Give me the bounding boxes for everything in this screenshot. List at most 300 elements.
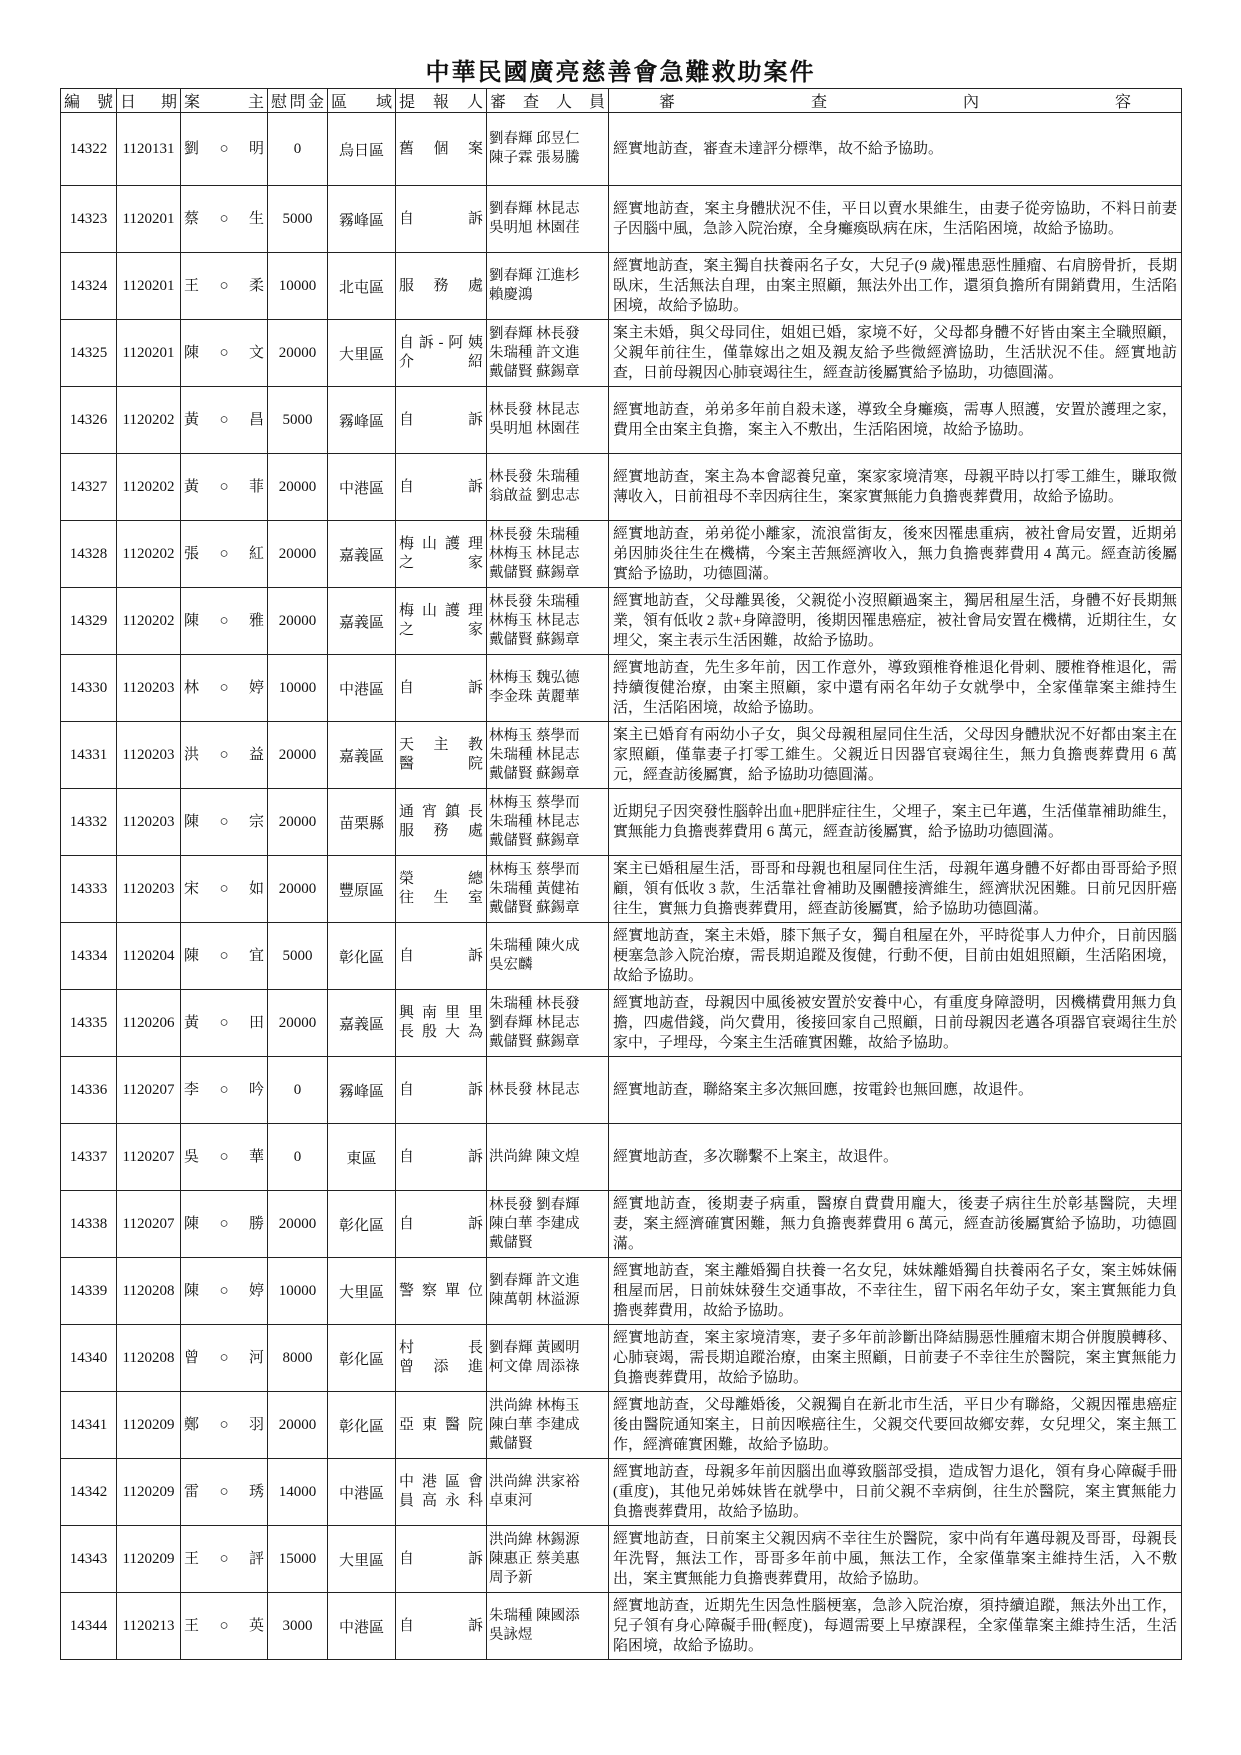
case-date: 1120202: [117, 454, 181, 521]
header-reporter: 提報人: [396, 89, 487, 113]
case-date: 1120203: [117, 789, 181, 856]
reporter-line: 中港區會: [399, 1474, 483, 1490]
case-reviewers: [487, 990, 609, 1057]
reviewer-line: 林長發 劉春輝: [489, 1196, 580, 1213]
reviewer-line: 林長發 林昆志: [489, 402, 580, 418]
case-reporter: [396, 1526, 487, 1593]
case-reporter: [396, 113, 487, 186]
reporter-line: 舊 個 案: [399, 140, 483, 157]
case-reviewers: [487, 1459, 609, 1526]
case-id: 14340: [61, 1325, 117, 1392]
case-content: 經實地訪查，父母離婚後，父親獨自在新北市生活，平日少有聯絡，父親因罹患癌症後由醫院通知案主，日前因喉癌往生，父親交代要回故鄉安葬，女兒埋父，案主無工作，經濟確實困難，故給予協助。: [609, 1392, 1182, 1459]
reviewer-line: 陳惠正 蔡美惠: [489, 1550, 580, 1567]
case-id: 14331: [61, 722, 117, 789]
reporter-line: 自 訴: [399, 411, 483, 428]
reporter-line: 自 訴: [399, 1617, 483, 1634]
reviewer-line: 林梅玉 林昆志: [489, 545, 580, 562]
case-content: 經實地訪查，多次聯繫不上案主，故退件。: [609, 1124, 1182, 1191]
reviewer-line: 戴儲賢 蘇錫章: [489, 363, 580, 380]
case-area: 中港區: [328, 454, 396, 521]
case-reviewers: [487, 521, 609, 588]
reviewer-line: 朱瑞種 林昆志: [489, 746, 580, 763]
case-reporter: [396, 1392, 487, 1459]
case-id: 14333: [61, 856, 117, 923]
case-area: 霧峰區: [328, 387, 396, 454]
reporter-line: 警察單位: [399, 1282, 483, 1299]
reviewer-line: 洪尚緯 林錫源: [489, 1531, 580, 1548]
reviewer-line: 洪尚緯 林梅玉: [489, 1397, 580, 1414]
case-id: 14323: [61, 186, 117, 253]
reviewer-line: 林梅玉 林昆志: [489, 612, 580, 629]
reporter-line: 介 紹: [399, 354, 483, 370]
case-amount: 20000: [268, 789, 328, 856]
reviewer-line: 戴儲賢: [489, 1234, 533, 1251]
case-reporter: [396, 521, 487, 588]
table-row: [61, 454, 1182, 521]
case-date: 1120202: [117, 521, 181, 588]
case-content: 經實地訪查，母親多年前因腦出血導致腦部受損，造成智力退化，領有身心障礙手冊(重度)，其他兄弟姊妹皆在就學中，日前父親不幸病倒，往生於醫院，案主實無能力負擔喪葬費用，故給予協助。: [609, 1459, 1182, 1526]
case-name: 劉 ○ 明: [181, 113, 268, 186]
reviewer-line: 朱瑞種 許文進: [489, 344, 580, 361]
case-amount: 5000: [268, 186, 328, 253]
case-date: 1120131: [117, 113, 181, 186]
case-area: 烏日區: [328, 113, 396, 186]
case-reporter: [396, 923, 487, 990]
case-id: 14322: [61, 113, 117, 186]
reviewer-line: 柯文偉 周添祿: [489, 1359, 580, 1375]
case-amount: 10000: [268, 1258, 328, 1325]
table-row: [61, 1526, 1182, 1593]
case-area: 北屯區: [328, 253, 396, 320]
case-name: 黃 ○ 田: [181, 990, 268, 1057]
case-content: 經實地訪查，弟弟多年前自殺未遂，導致全身癱瘓，需專人照護，安置於護理之家，費用全由案主負擔，案主入不敷出，生活陷困境，故給予協助。: [609, 387, 1182, 454]
case-area: 霧峰區: [328, 1057, 396, 1124]
table-row: [61, 113, 1182, 186]
reporter-line: 自 訴: [399, 1081, 483, 1098]
case-area: 大里區: [328, 1258, 396, 1325]
table-row: [61, 655, 1182, 722]
reviewer-line: 吳詠煜: [489, 1627, 533, 1643]
reviewer-line: 吳明旭 林園荏: [489, 220, 580, 236]
case-name: 陳 ○ 宜: [181, 923, 268, 990]
case-name: 王 ○ 柔: [181, 253, 268, 320]
table-header-row: [61, 89, 1182, 113]
case-id: 14330: [61, 655, 117, 722]
case-amount: 20000: [268, 856, 328, 923]
case-reporter: [396, 186, 487, 253]
reviewer-line: 林梅玉 蔡學而: [489, 861, 580, 878]
case-amount: 14000: [268, 1459, 328, 1526]
case-name: 李 ○ 吟: [181, 1057, 268, 1124]
reviewer-line: 戴儲賢 蘇錫章: [489, 631, 580, 648]
table-row: [61, 1593, 1182, 1660]
reporter-line: 長殷大為: [399, 1024, 483, 1040]
reporter-line: 員高永科: [399, 1493, 483, 1509]
reviewer-line: 林長發 林昆志: [489, 1081, 580, 1098]
case-amount: 20000: [268, 722, 328, 789]
reviewer-line: 林梅玉 蔡學而: [489, 727, 580, 744]
case-area: 彰化區: [328, 923, 396, 990]
reviewer-line: 戴儲賢: [489, 1435, 533, 1452]
case-amount: 0: [268, 1124, 328, 1191]
case-id: 14344: [61, 1593, 117, 1660]
table-row: [61, 923, 1182, 990]
case-content: 經實地訪查，案主離婚獨自扶養一名女兒，妹妹離婚獨自扶養兩名子女，案主姊妹倆租屋而居，日前妹妹發生交通事故，不幸往生，留下兩名年幼子女，案主實無能力負擔喪葬費用，故給予協助。: [609, 1258, 1182, 1325]
case-date: 1120206: [117, 990, 181, 1057]
case-area: 嘉義區: [328, 521, 396, 588]
case-amount: 10000: [268, 253, 328, 320]
reviewer-line: 朱瑞種 林昆志: [489, 813, 580, 830]
reviewer-line: 翁啟益 劉忠志: [489, 488, 580, 504]
case-reviewers: [487, 387, 609, 454]
case-reviewers: [487, 789, 609, 856]
table-row: [61, 789, 1182, 856]
case-date: 1120209: [117, 1459, 181, 1526]
case-amount: 20000: [268, 320, 328, 387]
case-reporter: [396, 1459, 487, 1526]
reviewer-line: 卓東河: [489, 1493, 533, 1509]
table-row: [61, 1258, 1182, 1325]
table-row: [61, 186, 1182, 253]
case-reporter: [396, 320, 487, 387]
case-content: 經實地訪查，弟弟從小離家，流浪當街友，後來因罹患重病，被社會局安置，近期弟弟因肺炎往生在機構，今案主苦無經濟收入，無力負擔喪葬費用 4 萬元。經查訪後屬實給予協助，功德圓滿。: [609, 521, 1182, 588]
table-row: [61, 588, 1182, 655]
case-amount: 5000: [268, 923, 328, 990]
case-date: 1120202: [117, 588, 181, 655]
case-id: 14324: [61, 253, 117, 320]
case-id: 14339: [61, 1258, 117, 1325]
case-reporter: [396, 789, 487, 856]
reviewer-line: 戴儲賢 蘇錫章: [489, 765, 580, 782]
case-date: 1120202: [117, 387, 181, 454]
case-date: 1120208: [117, 1258, 181, 1325]
reviewer-line: 劉春輝 林昆志: [489, 201, 580, 217]
case-id: 14335: [61, 990, 117, 1057]
reviewer-line: 劉春輝 許文進: [489, 1273, 580, 1289]
reviewer-line: 朱瑞種 林長發: [489, 995, 580, 1012]
case-content: 近期兒子因突發性腦幹出血+肥胖症往生，父埋子，案主已年邁，生活僅靠補助維生，實無能力負擔喪葬費用 6 萬元，經查訪後屬實，給予協助功德圓滿。: [609, 789, 1182, 856]
reporter-line: 自訴-阿姨: [399, 335, 483, 351]
case-area: 豐原區: [328, 856, 396, 923]
case-area: 苗栗縣: [328, 789, 396, 856]
table-row: [61, 1191, 1182, 1258]
reporter-line: 自 訴: [399, 210, 483, 227]
reporter-line: 自 訴: [399, 478, 483, 495]
case-reviewers: [487, 722, 609, 789]
reviewer-line: 戴儲賢 蘇錫章: [489, 564, 580, 581]
header-name: 案 主: [181, 89, 268, 113]
case-content: 經實地訪查，聯絡案主多次無回應，按電鈴也無回應，故退件。: [609, 1057, 1182, 1124]
reporter-line: 榮 總: [399, 871, 483, 887]
case-name: 王 ○ 評: [181, 1526, 268, 1593]
reporter-line: 自 訴: [399, 1215, 483, 1232]
case-name: 陳 ○ 雅: [181, 588, 268, 655]
case-reviewers: [487, 1526, 609, 1593]
case-name: 宋 ○ 如: [181, 856, 268, 923]
case-name: 黃 ○ 菲: [181, 454, 268, 521]
reviewer-line: 吳明旭 林園荏: [489, 421, 580, 437]
case-amount: 20000: [268, 1191, 328, 1258]
case-reporter: [396, 990, 487, 1057]
reviewer-line: 劉春輝 江進杉: [489, 268, 580, 284]
case-date: 1120201: [117, 186, 181, 253]
table-row: [61, 1392, 1182, 1459]
reporter-line: 亞東醫院: [399, 1416, 483, 1433]
case-area: 中港區: [328, 1593, 396, 1660]
case-name: 王 ○ 英: [181, 1593, 268, 1660]
case-name: 張 ○ 紅: [181, 521, 268, 588]
case-date: 1120207: [117, 1124, 181, 1191]
case-date: 1120209: [117, 1526, 181, 1593]
case-reporter: [396, 1124, 487, 1191]
reviewer-line: 林梅玉 魏弘德: [489, 670, 580, 686]
case-id: 14343: [61, 1526, 117, 1593]
reporter-line: 服 務 處: [399, 823, 483, 839]
case-id: 14327: [61, 454, 117, 521]
table-row: [61, 722, 1182, 789]
case-amount: 15000: [268, 1526, 328, 1593]
case-reviewers: [487, 113, 609, 186]
case-reviewers: [487, 1258, 609, 1325]
table-row: [61, 1325, 1182, 1392]
case-reporter: [396, 1057, 487, 1124]
case-id: 14334: [61, 923, 117, 990]
case-name: 雷 ○ 琇: [181, 1459, 268, 1526]
case-date: 1120207: [117, 1191, 181, 1258]
reporter-line: 往 生 室: [399, 890, 483, 906]
case-date: 1120203: [117, 722, 181, 789]
reporter-line: 自 訴: [399, 1550, 483, 1567]
case-reporter: [396, 1325, 487, 1392]
table-row: [61, 387, 1182, 454]
reporter-line: 醫 院: [399, 756, 483, 772]
case-reviewers: [487, 253, 609, 320]
case-name: 林 ○ 婷: [181, 655, 268, 722]
reviewer-line: 劉春輝 林昆志: [489, 1014, 580, 1031]
case-date: 1120204: [117, 923, 181, 990]
case-amount: 20000: [268, 1392, 328, 1459]
case-date: 1120213: [117, 1593, 181, 1660]
reporter-line: 通宵鎮長: [399, 804, 483, 820]
table-row: [61, 990, 1182, 1057]
relief-cases-table: [60, 88, 1182, 1660]
case-name: 陳 ○ 文: [181, 320, 268, 387]
reviewer-line: 劉春輝 邱昱仁: [489, 131, 580, 147]
reviewer-line: 賴慶鴻: [489, 287, 533, 303]
case-area: 彰化區: [328, 1392, 396, 1459]
reporter-line: 梅山護理: [399, 536, 483, 552]
case-reviewers: [487, 186, 609, 253]
table-row: [61, 856, 1182, 923]
case-date: 1120201: [117, 320, 181, 387]
case-date: 1120203: [117, 856, 181, 923]
reporter-line: 興南里里: [399, 1005, 483, 1021]
reviewer-line: 洪尚緯 陳文煌: [489, 1148, 580, 1165]
case-content: 經實地訪查，審查未達評分標準，故不給予協助。: [609, 113, 1182, 186]
case-name: 黃 ○ 昌: [181, 387, 268, 454]
case-content: 經實地訪查，近期先生因急性腦梗塞，急診入院治療，須持續追蹤，無法外出工作，兒子領有身心障礙手冊(輕度)，每週需要上早療課程，全家僅靠案主維持生活，生活陷困境，故給予協助。: [609, 1593, 1182, 1660]
case-area: 嘉義區: [328, 990, 396, 1057]
case-area: 嘉義區: [328, 588, 396, 655]
case-date: 1120208: [117, 1325, 181, 1392]
reporter-line: 自 訴: [399, 947, 483, 964]
case-reviewers: [487, 1057, 609, 1124]
reporter-line: 曾 添 進: [399, 1359, 483, 1375]
case-content: 經實地訪查，後期妻子病重，醫療自費費用龐大，後妻子病往生於彰基醫院，夫埋妻，案主經濟確實困難，無力負擔喪葬費用 6 萬元，經查訪後屬實給予協助，功德圓滿。: [609, 1191, 1182, 1258]
case-amount: 5000: [268, 387, 328, 454]
case-reviewers: [487, 454, 609, 521]
case-date: 1120209: [117, 1392, 181, 1459]
case-area: 東區: [328, 1124, 396, 1191]
case-id: 14337: [61, 1124, 117, 1191]
case-area: 中港區: [328, 655, 396, 722]
case-id: 14332: [61, 789, 117, 856]
case-id: 14342: [61, 1459, 117, 1526]
case-id: 14328: [61, 521, 117, 588]
case-reporter: [396, 454, 487, 521]
case-date: 1120203: [117, 655, 181, 722]
header-amount: 慰問金: [268, 89, 328, 113]
reporter-line: 自 訴: [399, 679, 483, 696]
case-amount: 0: [268, 113, 328, 186]
case-date: 1120207: [117, 1057, 181, 1124]
case-amount: 10000: [268, 655, 328, 722]
case-reporter: [396, 655, 487, 722]
header-area: 區 域: [328, 89, 396, 113]
reviewer-line: 周予新: [489, 1569, 533, 1586]
case-name: 鄭 ○ 羽: [181, 1392, 268, 1459]
case-reviewers: [487, 1325, 609, 1392]
case-amount: 8000: [268, 1325, 328, 1392]
case-content: 經實地訪查，案主未婚，膝下無子女，獨自租屋在外，平時從事人力仲介，日前因腦梗塞急診入院治療，需長期追蹤及復健，行動不便，目前由姐姐照顧，生活陷困境，故給予協助。: [609, 923, 1182, 990]
case-amount: 20000: [268, 521, 328, 588]
reviewer-line: 陳萬朝 林溢源: [489, 1292, 580, 1308]
reviewer-line: 李金珠 黃麗華: [489, 689, 580, 705]
case-name: 吳 ○ 華: [181, 1124, 268, 1191]
case-reporter: [396, 856, 487, 923]
case-content: 經實地訪查，日前案主父親因病不幸往生於醫院，家中尚有年邁母親及哥哥，母親長年洗腎，無法工作，哥哥多年前中風，無法工作，全家僅靠案主維持生活，入不敷出，案主實無能力負擔喪葬費用，故給予協助。: [609, 1526, 1182, 1593]
reviewer-line: 洪尚緯 洪家裕: [489, 1474, 580, 1490]
case-name: 陳 ○ 宗: [181, 789, 268, 856]
case-area: 彰化區: [328, 1191, 396, 1258]
header-id: 編號: [61, 89, 117, 113]
header-content: 審 查 內 容: [609, 89, 1182, 113]
reviewer-line: 朱瑞種 黃健祐: [489, 880, 580, 897]
case-area: 大里區: [328, 320, 396, 387]
case-id: 14336: [61, 1057, 117, 1124]
case-id: 14329: [61, 588, 117, 655]
case-reviewers: [487, 1191, 609, 1258]
case-reporter: [396, 588, 487, 655]
case-reviewers: [487, 588, 609, 655]
reporter-line: 之 家: [399, 622, 483, 638]
case-date: 1120201: [117, 253, 181, 320]
case-amount: 20000: [268, 990, 328, 1057]
reviewer-line: 林梅玉 蔡學而: [489, 794, 580, 811]
case-content: 經實地訪查，母親因中風後被安置於安養中心，有重度身障證明，因機構費用無力負擔，四處借錢，尚欠費用，後接回家自己照顧，日前母親因老邁各項器官衰竭往生於家中，子埋母，今案主生活確實困難，故給予協助。: [609, 990, 1182, 1057]
table-row: [61, 253, 1182, 320]
case-area: 中港區: [328, 1459, 396, 1526]
case-name: 陳 ○ 勝: [181, 1191, 268, 1258]
case-area: 霧峰區: [328, 186, 396, 253]
reporter-line: 服 務 處: [399, 277, 483, 294]
reviewer-line: 林長發 朱瑞種: [489, 526, 580, 543]
case-area: 彰化區: [328, 1325, 396, 1392]
case-id: 14338: [61, 1191, 117, 1258]
case-area: 大里區: [328, 1526, 396, 1593]
header-date: 日 期: [117, 89, 181, 113]
header-reviewers: 審查人員: [487, 89, 609, 113]
reviewer-line: 戴儲賢 蘇錫章: [489, 899, 580, 916]
case-content: 經實地訪查，案主為本會認養兒童，案家家境清寒，母親平時以打零工維生，賺取微薄收入，日前祖母不幸因病往生，案家實無能力負擔喪葬費用，故給予協助。: [609, 454, 1182, 521]
case-content: 經實地訪查，案主家境清寒，妻子多年前診斷出降結腸惡性腫瘤末期合併腹膜轉移、心肺衰竭，需長期追蹤治療，由案主照顧，日前妻子不幸往生於醫院，案主實無能力負擔喪葬費用，故給予協助。: [609, 1325, 1182, 1392]
case-reviewers: [487, 1124, 609, 1191]
case-reporter: [396, 253, 487, 320]
table-row: [61, 1057, 1182, 1124]
case-reviewers: [487, 320, 609, 387]
case-reporter: [396, 1191, 487, 1258]
reporter-line: 之 家: [399, 555, 483, 571]
case-name: 洪 ○ 益: [181, 722, 268, 789]
reporter-line: 天 主 教: [399, 737, 483, 753]
reporter-line: 自 訴: [399, 1148, 483, 1165]
case-reviewers: [487, 1392, 609, 1459]
reviewer-line: 陳白華 李建成: [489, 1416, 580, 1433]
case-reporter: [396, 722, 487, 789]
reviewer-line: 朱瑞種 陳火成: [489, 938, 580, 954]
reviewer-line: 戴儲賢 蘇錫章: [489, 1033, 580, 1050]
reporter-line: 梅山護理: [399, 603, 483, 619]
case-content: 經實地訪查，先生多年前，因工作意外，導致頸椎脊椎退化骨刺、腰椎脊椎退化，需持續復健治療，由案主照顧，家中還有兩名年幼子女就學中，全家僅靠案主維持生活，生活陷困境，故給予協助。: [609, 655, 1182, 722]
case-content: 經實地訪查，案主獨自扶養兩名子女，大兒子(9 歲)罹患惡性腫瘤、右肩膀骨折，長期臥床，生活無法自理，由案主照顧，無法外出工作，還須負擔所有開銷費用，生活陷困境，故給予協助。: [609, 253, 1182, 320]
case-id: 14341: [61, 1392, 117, 1459]
table-row: [61, 1459, 1182, 1526]
case-amount: 20000: [268, 588, 328, 655]
case-reporter: [396, 1258, 487, 1325]
case-reviewers: [487, 655, 609, 722]
table-row: [61, 1124, 1182, 1191]
reviewer-line: 陳白華 李建成: [489, 1215, 580, 1232]
case-name: 陳 ○ 婷: [181, 1258, 268, 1325]
case-reviewers: [487, 923, 609, 990]
case-amount: 0: [268, 1057, 328, 1124]
case-reporter: [396, 1593, 487, 1660]
reviewer-line: 林長發 朱瑞種: [489, 469, 580, 485]
table-row: [61, 521, 1182, 588]
reviewer-line: 吳宏麟: [489, 957, 533, 973]
reporter-line: 村 長: [399, 1340, 483, 1356]
case-content: 案主已婚租屋生活，哥哥和母親也租屋同住生活，母親年邁身體不好都由哥哥給予照顧，領有低收 3 款，生活靠社會補助及團體接濟維生，經濟狀況困難。日前兄因肝癌往生，實無力負擔喪葬費用，經查訪後屬實，給予協助功德圓滿。: [609, 856, 1182, 923]
case-content: 經實地訪查，父母離異後，父親從小沒照顧過案主，獨居租屋生活，身體不好長期無業，領有低收 2 款+身障證明，後期因罹患癌症，被社會局安置在機構，近期往生，女埋父，案主表示生活困難，故給予協助。: [609, 588, 1182, 655]
reviewer-line: 劉春輝 黃國明: [489, 1340, 580, 1356]
case-content: 經實地訪查，案主身體狀況不佳，平日以賣水果維生，由妻子從旁協助，不料日前妻子因腦中風，急診入院治療，全身癱瘓臥病在床，生活陷困境，故給予協助。: [609, 186, 1182, 253]
case-content: 案主已婚育有兩幼小子女，與父母親租屋同住生活，父母因身體狀況不好都由案主在家照顧，僅靠妻子打零工維生。父親近日因器官衰竭往生，無力負擔喪葬費用 6 萬元，經查訪後屬實，給予協助功德圓滿。: [609, 722, 1182, 789]
case-reviewers: [487, 1593, 609, 1660]
reviewer-line: 朱瑞種 陳國添: [489, 1608, 580, 1624]
reviewer-line: 陳子霖 張易騰: [489, 150, 580, 166]
case-reviewers: [487, 856, 609, 923]
table-row: [61, 320, 1182, 387]
case-reporter: [396, 387, 487, 454]
case-content: 案主未婚，與父母同住，姐姐已婚，家境不好，父母都身體不好皆由案主全職照顧，父親年前往生，僅靠嫁出之姐及親友給予些微經濟協助，生活狀況不佳。經實地訪查，日前母親因心肺衰竭往生，經查訪後屬實給予協助，功德圓滿。: [609, 320, 1182, 387]
reviewer-line: 戴儲賢 蘇錫章: [489, 832, 580, 849]
case-id: 14325: [61, 320, 117, 387]
reviewer-line: 林長發 朱瑞種: [489, 593, 580, 610]
case-area: 嘉義區: [328, 722, 396, 789]
case-amount: 3000: [268, 1593, 328, 1660]
case-name: 蔡 ○ 生: [181, 186, 268, 253]
case-amount: 20000: [268, 454, 328, 521]
